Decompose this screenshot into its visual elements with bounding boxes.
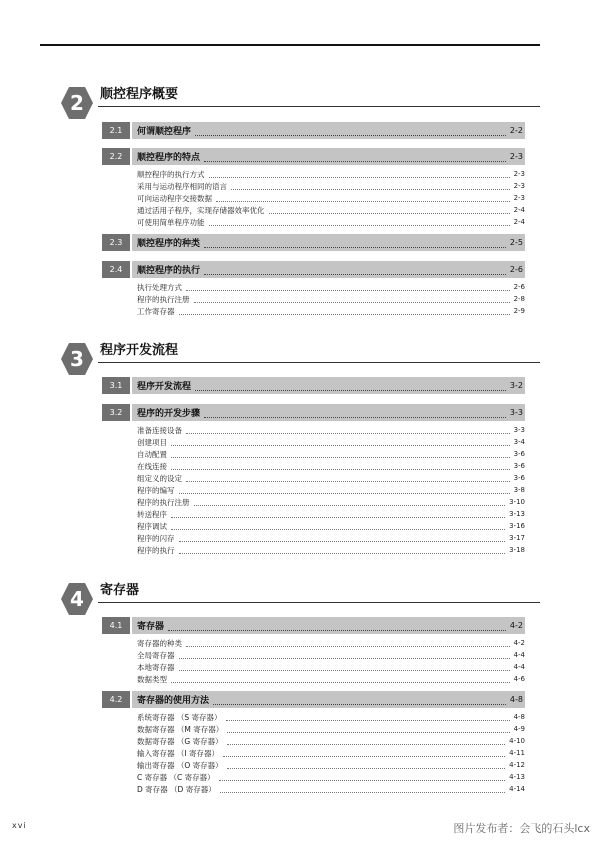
dot-leader bbox=[171, 439, 510, 446]
entry-title: 本地寄存器 bbox=[137, 662, 175, 672]
dot-leader bbox=[194, 499, 506, 506]
toc-section-3-2[interactable] bbox=[102, 404, 525, 421]
entry-page: 3-17 bbox=[509, 534, 525, 542]
toc-entry[interactable] bbox=[137, 637, 525, 649]
dot-leader bbox=[171, 463, 510, 470]
toc-entry[interactable] bbox=[137, 216, 525, 228]
toc-entry[interactable] bbox=[137, 305, 525, 317]
entry-title: C 寄存器 （C 寄存器） bbox=[137, 772, 215, 782]
toc-entry[interactable] bbox=[137, 436, 525, 448]
dot-leader bbox=[227, 726, 509, 733]
toc-entry[interactable] bbox=[137, 460, 525, 472]
entry-page: 3-16 bbox=[509, 522, 525, 530]
toc-entry[interactable] bbox=[137, 448, 525, 460]
chapter-rule bbox=[98, 106, 540, 107]
entry-page: 4-10 bbox=[509, 737, 525, 745]
dot-leader bbox=[186, 284, 510, 291]
section-title: 顺控程序的特点 bbox=[137, 153, 201, 163]
entry-title: D 寄存器 （D 寄存器） bbox=[137, 784, 216, 794]
dot-leader bbox=[179, 652, 510, 659]
dot-leader bbox=[269, 207, 510, 214]
toc-entry[interactable] bbox=[137, 192, 525, 204]
toc-entry[interactable] bbox=[137, 759, 525, 771]
chapter-title: 寄存器 bbox=[100, 583, 140, 598]
dot-leader bbox=[179, 535, 506, 542]
entry-title: 输出寄存器 （O 寄存器） bbox=[137, 760, 223, 770]
entry-page: 2-4 bbox=[513, 206, 525, 214]
section-title: 何谓顺控程序 bbox=[137, 127, 192, 137]
section-number: 2.3 bbox=[102, 234, 130, 251]
entry-page: 2-3 bbox=[513, 170, 525, 178]
entry-title: 可使用简单程序功能 bbox=[137, 217, 205, 227]
section-page: 4-8 bbox=[509, 695, 523, 704]
entry-title: 创建项目 bbox=[137, 437, 167, 447]
dot-leader bbox=[227, 762, 505, 769]
entry-page: 4-6 bbox=[513, 675, 525, 683]
toc-entry[interactable] bbox=[137, 496, 525, 508]
entry-title: 在线连接 bbox=[137, 461, 167, 471]
entry-title: 可向运动程序交接数据 bbox=[137, 193, 212, 203]
dot-leader bbox=[194, 296, 510, 303]
dot-leader bbox=[204, 265, 506, 275]
toc-entry[interactable] bbox=[137, 281, 525, 293]
section-page: 2-2 bbox=[509, 126, 523, 135]
entry-page: 2-3 bbox=[513, 182, 525, 190]
entry-page: 2-4 bbox=[513, 218, 525, 226]
section-page: 3-3 bbox=[509, 408, 523, 417]
entry-title: 顺控程序的执行方式 bbox=[137, 169, 205, 179]
chapter-number-hexagon bbox=[60, 582, 94, 616]
entry-page: 4-13 bbox=[509, 773, 525, 781]
toc-entry[interactable] bbox=[137, 649, 525, 661]
dot-leader bbox=[186, 427, 510, 434]
chapter-number: 2 bbox=[70, 91, 84, 115]
toc-entry[interactable] bbox=[137, 673, 525, 685]
dot-leader bbox=[209, 171, 510, 178]
dot-leader bbox=[168, 621, 506, 631]
dot-leader bbox=[231, 183, 510, 190]
section-page: 2-5 bbox=[509, 238, 523, 247]
entry-page: 3-8 bbox=[513, 486, 525, 494]
chapter-number-hexagon bbox=[60, 86, 94, 120]
chapter-number: 4 bbox=[70, 587, 84, 611]
dot-leader bbox=[204, 408, 506, 418]
entry-title: 寄存器的种类 bbox=[137, 638, 182, 648]
dot-leader bbox=[204, 152, 506, 162]
entry-page: 2-3 bbox=[513, 194, 525, 202]
toc-entry[interactable] bbox=[137, 180, 525, 192]
toc-entry[interactable] bbox=[137, 771, 525, 783]
entry-page: 3-13 bbox=[509, 510, 525, 518]
entry-title: 输入寄存器 （I 寄存器） bbox=[137, 748, 219, 758]
toc-section-3-1[interactable] bbox=[102, 377, 525, 394]
dot-leader bbox=[171, 511, 505, 518]
dot-leader bbox=[179, 487, 510, 494]
dot-leader bbox=[209, 219, 510, 226]
entry-title: 程序的编写 bbox=[137, 485, 175, 495]
toc-entry[interactable] bbox=[137, 168, 525, 180]
toc-entry[interactable] bbox=[137, 293, 525, 305]
section-number: 2.2 bbox=[102, 148, 130, 165]
chapter-rule bbox=[98, 362, 540, 363]
dot-leader bbox=[220, 786, 505, 793]
section-page: 4-2 bbox=[509, 621, 523, 630]
chapter-title: 顺控程序概要 bbox=[100, 87, 179, 102]
entry-page: 3-3 bbox=[513, 426, 525, 434]
entry-page: 3-18 bbox=[509, 546, 525, 554]
entry-page: 2-9 bbox=[513, 307, 525, 315]
entry-title: 程序的执行注册 bbox=[137, 497, 190, 507]
entry-page: 4-4 bbox=[513, 663, 525, 671]
chapter-number-hexagon bbox=[60, 342, 94, 376]
chapter-heading bbox=[60, 86, 540, 126]
entry-page: 3-6 bbox=[513, 462, 525, 470]
dot-leader bbox=[223, 750, 505, 757]
entry-title: 执行处理方式 bbox=[137, 282, 182, 292]
entry-title: 自动配置 bbox=[137, 449, 167, 459]
section-title: 顺控程序的种类 bbox=[137, 239, 201, 249]
entry-title: 工作寄存器 bbox=[137, 306, 175, 316]
entry-page: 4-14 bbox=[509, 785, 525, 793]
dot-leader bbox=[226, 714, 510, 721]
toc-section-2-1[interactable] bbox=[102, 122, 525, 139]
entry-page: 3-6 bbox=[513, 474, 525, 482]
chapter-rule bbox=[98, 602, 540, 603]
toc-entry[interactable] bbox=[137, 783, 525, 795]
toc-entry[interactable] bbox=[137, 735, 525, 747]
section-number: 4.2 bbox=[102, 691, 130, 708]
toc-section-4-2[interactable] bbox=[102, 691, 525, 708]
dot-leader bbox=[195, 126, 506, 136]
chapter-heading bbox=[60, 582, 540, 622]
dot-leader bbox=[219, 774, 505, 781]
entry-title: 组定义的设定 bbox=[137, 473, 182, 483]
entry-title: 通过活用子程序，实现存储器效率优化 bbox=[137, 205, 265, 215]
section-title: 程序的开发步骤 bbox=[137, 409, 201, 419]
entry-page: 4-12 bbox=[509, 761, 525, 769]
entry-title: 采用与运动程序相同的语言 bbox=[137, 181, 227, 191]
section-number: 3.1 bbox=[102, 377, 130, 394]
section-number: 3.2 bbox=[102, 404, 130, 421]
section-page: 3-2 bbox=[509, 381, 523, 390]
section-title: 程序开发流程 bbox=[137, 382, 192, 392]
entry-title: 系统寄存器 （S 寄存器） bbox=[137, 712, 222, 722]
entry-page: 2-6 bbox=[513, 283, 525, 291]
entry-page: 4-4 bbox=[513, 651, 525, 659]
toc-section-2-2[interactable] bbox=[102, 148, 525, 165]
dot-leader bbox=[195, 381, 506, 391]
toc-section-2-3[interactable] bbox=[102, 234, 525, 251]
dot-leader bbox=[171, 676, 510, 683]
toc-entry[interactable] bbox=[137, 544, 525, 556]
entry-title: 全局寄存器 bbox=[137, 650, 175, 660]
dot-leader bbox=[186, 640, 510, 647]
top-rule bbox=[40, 44, 540, 46]
section-title: 寄存器 bbox=[137, 622, 165, 632]
page-number: xvi bbox=[12, 821, 27, 830]
dot-leader bbox=[179, 547, 506, 554]
dot-leader bbox=[171, 451, 510, 458]
entry-title: 数据寄存器 （G 寄存器） bbox=[137, 736, 223, 746]
section-number: 4.1 bbox=[102, 617, 130, 634]
entry-title: 程序的执行 bbox=[137, 545, 175, 555]
entry-page: 2-8 bbox=[513, 295, 525, 303]
dot-leader bbox=[179, 308, 510, 315]
entry-title: 准备连接设备 bbox=[137, 425, 182, 435]
entry-title: 数据类型 bbox=[137, 674, 167, 684]
dot-leader bbox=[171, 523, 505, 530]
toc-entry[interactable] bbox=[137, 661, 525, 673]
dot-leader bbox=[216, 195, 510, 202]
entry-page: 4-9 bbox=[513, 725, 525, 733]
entry-page: 4-2 bbox=[513, 639, 525, 647]
chapter-heading bbox=[60, 342, 540, 382]
section-number: 2.1 bbox=[102, 122, 130, 139]
entry-title: 程序的闪存 bbox=[137, 533, 175, 543]
toc-entry[interactable] bbox=[137, 723, 525, 735]
chapter-number: 3 bbox=[70, 347, 84, 371]
toc-entry[interactable] bbox=[137, 508, 525, 520]
entry-page: 3-4 bbox=[513, 438, 525, 446]
dot-leader bbox=[213, 695, 506, 705]
entry-page: 3-6 bbox=[513, 450, 525, 458]
toc-entry[interactable] bbox=[137, 520, 525, 532]
dot-leader bbox=[186, 475, 510, 482]
toc-entry[interactable] bbox=[137, 472, 525, 484]
toc-entry[interactable] bbox=[137, 204, 525, 216]
toc-entry[interactable] bbox=[137, 532, 525, 544]
entry-title: 数据寄存器 （M 寄存器） bbox=[137, 724, 224, 734]
toc-entry[interactable] bbox=[137, 424, 525, 436]
toc-section-4-1[interactable] bbox=[102, 617, 525, 634]
section-title: 顺控程序的执行 bbox=[137, 266, 201, 276]
toc-entry[interactable] bbox=[137, 711, 525, 723]
entry-title: 转送程序 bbox=[137, 509, 167, 519]
watermark: 图片发布者：会飞的石头lcx bbox=[453, 822, 590, 835]
chapter-title: 程序开发流程 bbox=[100, 343, 179, 358]
dot-leader bbox=[204, 238, 506, 248]
section-number: 2.4 bbox=[102, 261, 130, 278]
toc-entry[interactable] bbox=[137, 484, 525, 496]
entry-title: 程序调试 bbox=[137, 521, 167, 531]
entry-page: 3-10 bbox=[509, 498, 525, 506]
entry-page: 4-8 bbox=[513, 713, 525, 721]
dot-leader bbox=[179, 664, 510, 671]
toc-entry[interactable] bbox=[137, 747, 525, 759]
toc-section-2-4[interactable] bbox=[102, 261, 525, 278]
dot-leader bbox=[227, 738, 506, 745]
section-title: 寄存器的使用方法 bbox=[137, 696, 210, 706]
section-page: 2-3 bbox=[509, 152, 523, 161]
entry-page: 4-11 bbox=[509, 749, 525, 757]
section-page: 2-6 bbox=[509, 265, 523, 274]
entry-title: 程序的执行注册 bbox=[137, 294, 190, 304]
